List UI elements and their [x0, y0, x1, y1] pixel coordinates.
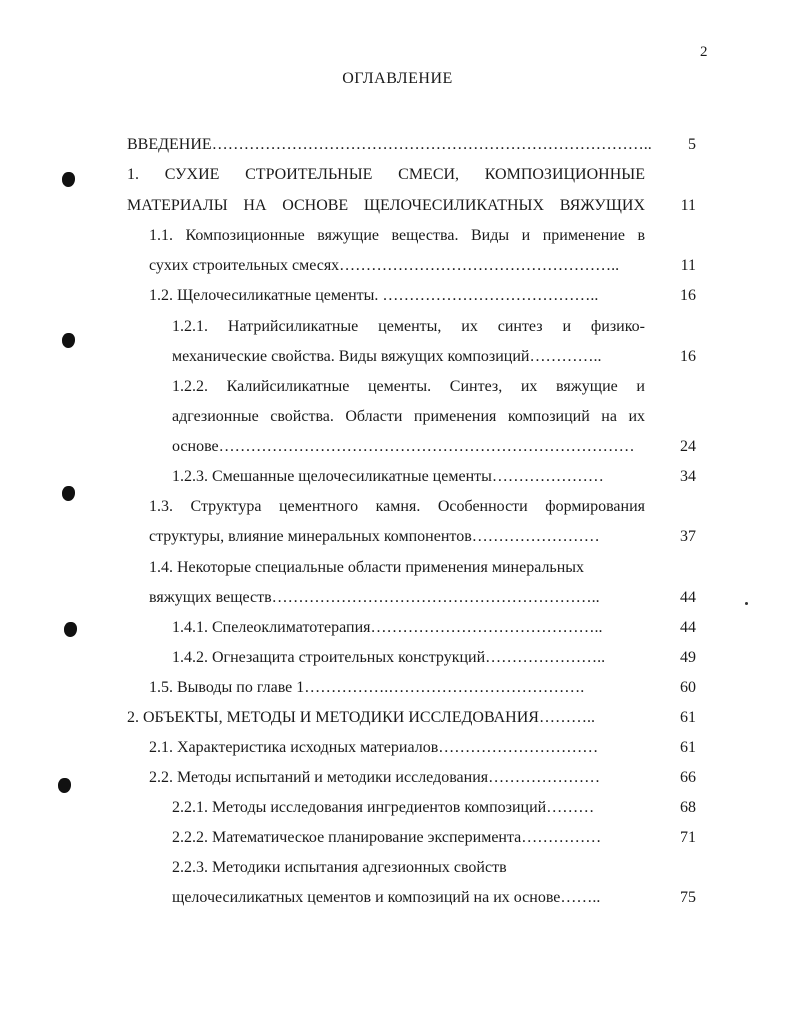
toc-entry: 1.2.2. Калийсиликатные цементы. Синтез, их вяжущие и	[172, 378, 645, 395]
toc-entry: 1.2.1. Натрийсиликатные цементы, их синтез и физико-	[172, 318, 645, 335]
toc-entry: ВВЕДЕНИЕ………………………………………………………………………..	[127, 136, 652, 153]
toc-page-number: 60	[680, 679, 696, 696]
toc-page-number: 24	[680, 438, 696, 455]
toc-page-number: 61	[680, 739, 696, 756]
toc-entry: 2.2.2. Математическое планирование эксперимента……………	[172, 829, 602, 846]
toc-entry: 1.4.2. Огнезащита строительных конструкций…………………..	[172, 649, 606, 666]
toc-page-number: 66	[680, 769, 696, 786]
toc-page-number: 68	[680, 799, 696, 816]
toc-entry: 2.1. Характеристика исходных материалов…………………………	[149, 739, 599, 756]
punch-hole-mark	[58, 778, 71, 793]
toc-entry: 2.2.1. Методы исследования ингредиентов композиций………	[172, 799, 595, 816]
punch-hole-mark	[62, 333, 75, 348]
punch-hole-mark	[62, 486, 75, 501]
toc-entry: структуры, влияние минеральных компонентов……………………	[149, 528, 600, 545]
toc-page-number: 49	[680, 649, 696, 666]
toc-entry: 2. ОБЪЕКТЫ, МЕТОДЫ И МЕТОДИКИ ИССЛЕДОВАНИЯ………..	[127, 709, 595, 726]
toc-entry: 1.2. Щелочесиликатные цементы. …………………………………..	[149, 287, 599, 304]
scan-speck	[745, 602, 748, 605]
toc-entry: 1. СУХИЕ СТРОИТЕЛЬНЫЕ СМЕСИ, КОМПОЗИЦИОННЫЕ	[127, 166, 645, 183]
toc-page-number: 61	[680, 709, 696, 726]
toc-page-number: 11	[680, 257, 696, 274]
toc-entry: 2.2. Методы испытаний и методики исследования…………………	[149, 769, 601, 786]
toc-page-number: 44	[680, 619, 696, 636]
toc-entry: механические свойства. Виды вяжущих композиций…………..	[172, 348, 602, 365]
toc-entry: 1.4.1. Спелеоклиматотерапия……………………………………..	[172, 619, 603, 636]
toc-page-number: 11	[680, 197, 696, 214]
toc-page-number: 16	[680, 348, 696, 365]
toc-entry: 2.2.3. Методики испытания адгезионных свойств	[172, 859, 507, 876]
toc-page-number: 34	[680, 468, 696, 485]
toc-entry: 1.2.3. Смешанные щелочесиликатные цементы…………………	[172, 468, 604, 485]
toc-entry: вяжущих веществ……………………………………………………..	[149, 589, 600, 606]
toc-page-number: 71	[680, 829, 696, 846]
toc-entry: адгезионные свойства. Области применения композиций на их	[172, 408, 645, 425]
toc-entry: щелочесиликатных цементов и композиций на их основе……..	[172, 889, 601, 906]
page-title: ОГЛАВЛЕНИЕ	[342, 70, 453, 87]
toc-page-number: 16	[680, 287, 696, 304]
toc-page-number: 5	[688, 136, 696, 153]
punch-hole-mark	[64, 622, 77, 637]
toc-entry: 1.1. Композиционные вяжущие вещества. Виды и применение в	[149, 227, 645, 244]
toc-entry: сухих строительных смесях……………………………………………..	[149, 257, 620, 274]
toc-entry: 1.4. Некоторые специальные области применения минеральных	[149, 559, 585, 576]
toc-page-number: 37	[680, 528, 696, 545]
toc-entry: основе……………………………………………………………………	[172, 438, 635, 455]
toc-page-number: 75	[680, 889, 696, 906]
toc-entry: 1.3. Структура цементного камня. Особенности формирования	[149, 498, 645, 515]
page-number: 2	[700, 44, 708, 60]
toc-entry: МАТЕРИАЛЫ НА ОСНОВЕ ЩЕЛОЧЕСИЛИКАТНЫХ ВЯЖУЩИХ	[127, 197, 645, 214]
punch-hole-mark	[62, 172, 75, 187]
toc-page-number: 44	[680, 589, 696, 606]
toc-entry: 1.5. Выводы по главе 1…………….……………………………….	[149, 679, 585, 696]
